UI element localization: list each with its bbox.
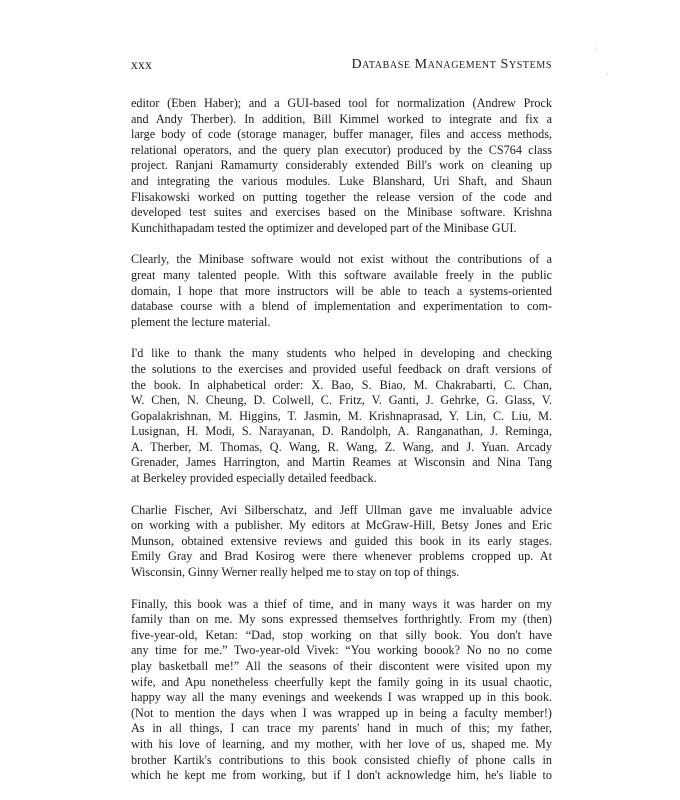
text-line: family than on me. My sons expressed themselves forthrightly. From my (then) <box>131 612 552 627</box>
text-line: Flisakowski worked on putting together the release version of the code and <box>131 189 552 204</box>
text-line: which he kept me from working, but if I don't acknowledge him, he's liable to <box>131 768 552 783</box>
text-line: database course with a blend of implementation and experimentation to com- <box>131 299 552 314</box>
text-line: Kunchithapadam tested the optimizer and developed part of the Minibase GUI. <box>131 220 517 235</box>
text-line: the solutions to the exercises and provided useful feedback on draft versions of <box>131 361 552 376</box>
text-line: A. Therber, M. Thomas, Q. Wang, R. Wang, Z. Wang, and J. Yuan. Arcady <box>131 439 552 454</box>
text-line: five-year-old, Ketan: “Dad, stop working on that silly book. You don't have <box>131 627 552 642</box>
text-line: the book. In alphabetical order: X. Bao, S. Biao, M. Chakrabarti, C. Chan, <box>131 377 552 392</box>
text-line: brother Kartik's contributions to this book consisted chiefly of phone calls in <box>131 752 552 767</box>
text-line: Gopalakrishnan, M. Higgins, T. Jasmin, M. Krishnaprasad, Y. Lin, C. Liu, M. <box>131 408 552 423</box>
text-line: Munson, obtained extensive reviews and guided this book in its early stages. <box>131 533 552 548</box>
paragraph-publisher-thanks <box>131 503 552 581</box>
text-line: Charlie Fischer, Avi Silberschatz, and Jeff Ullman gave me invaluable advice <box>131 502 552 517</box>
text-line: large body of code (storage manager, buffer manager, files and access methods, <box>131 127 552 142</box>
text-line: Lusignan, H. Modi, S. Narayanan, D. Randolph, A. Ranganathan, J. Reminga, <box>131 424 552 439</box>
text-line: and integrating the various modules. Luke Blanshard, Uri Shaft, and Shaun <box>131 173 552 188</box>
text-line: Finally, this book was a thief of time, and in many ways it was harder on my <box>131 596 552 611</box>
paragraph-student-thanks <box>131 346 552 486</box>
text-line: on working with a publisher. My editors at McGraw-Hill, Betsy Jones and Eric <box>131 518 552 533</box>
text-line: relational operators, and the query plan executor) produced by the CS764 class <box>131 142 552 157</box>
text-line: any time for me.” Two-year-old Vivek: “You working boook? No no no come <box>131 643 552 658</box>
text-line: at Berkeley provided especially detailed feedback. <box>131 471 377 486</box>
page-header <box>131 57 552 75</box>
text-line: I'd like to thank the many students who helped in developing and checking <box>131 346 552 361</box>
text-line: domain, I hope that more instructors will be able to teach a systems-oriented <box>131 283 552 298</box>
text-line: (Not to mention the days when I was wrapped up in being a faculty member!) <box>131 705 552 720</box>
text-line: play basketball me!” All the seasons of their discontent were visited upon my <box>131 659 552 673</box>
text-line: W. Chen, N. Cheung, D. Colwell, C. Fritz, V. Ganti, J. Gehrke, G. Glass, V. <box>131 393 552 408</box>
text-line: editor (Eben Haber); and a GUI-based tool for normalization (Andrew Prock <box>131 96 552 110</box>
text-line: Clearly, the Minibase software would not exist without the contributions of a <box>131 252 552 267</box>
text-line: developed test suites and exercises based on the Minibase software. Krishna <box>131 205 552 220</box>
paragraph-minibase-software <box>131 252 552 330</box>
text-line: As in all things, I can trace my parents' hand in much of this; my father, <box>131 721 552 736</box>
body-text <box>131 96 552 800</box>
text-line: Grenader, James Harrington, and Martin Reames at Wisconsin and Nina Tang <box>131 455 552 470</box>
text-line: happy way all the many evenings and weekends I was wrapped up in this book. <box>131 690 552 705</box>
scan-speck-mark: · <box>606 70 609 79</box>
text-line: with his love of learning, and my mother, with her love of us, shaped me. My <box>131 736 552 751</box>
paragraph-family-thanks <box>131 597 552 784</box>
text-line: project. Ranjani Ramamurty considerably extended Bill's work on cleaning up <box>131 158 552 173</box>
text-line: great many talented people. With this software available freely in the public <box>131 267 552 282</box>
paragraph-minibase-contributors <box>131 96 552 236</box>
text-line: Wisconsin, Ginny Werner really helped me to stay on top of things. <box>131 565 460 580</box>
page-number: xxx <box>131 57 153 72</box>
running-title: Database Management Systems <box>351 57 552 72</box>
scan-speck-mark: · <box>595 44 598 53</box>
text-line: plement the lecture material. <box>131 314 271 329</box>
text-line: and Andy Therber). In addition, Bill Kimmel worked to integrate and fix a <box>131 111 552 126</box>
text-line: Emily Gray and Brad Kosirog were there whenever problems cropped up. At <box>131 549 552 564</box>
text-line: wife, and Apu nonetheless cheerfully kept the family going in its usual chaotic, <box>131 674 552 689</box>
